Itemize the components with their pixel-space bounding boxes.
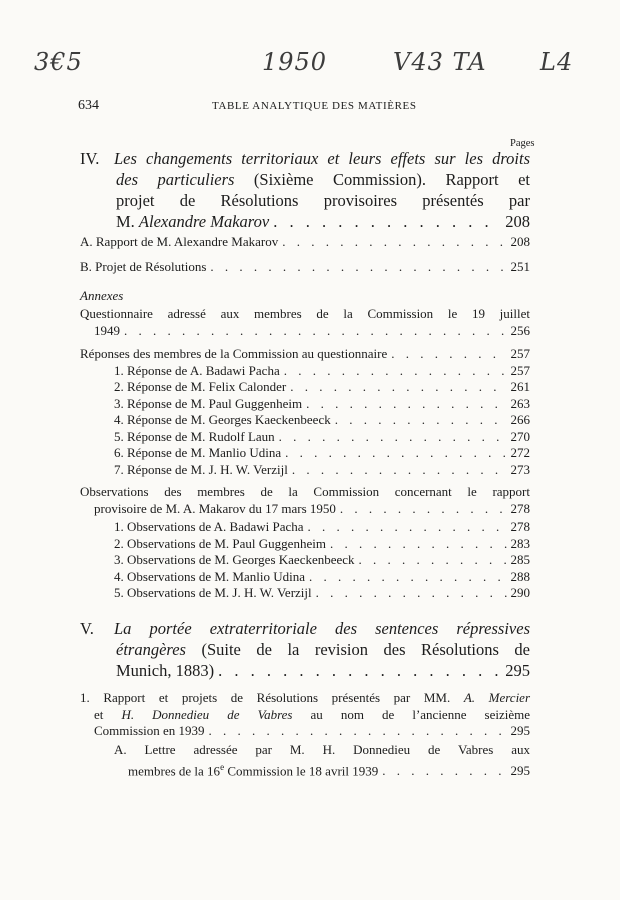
dot-leader bbox=[340, 501, 507, 518]
toc-entry: 3. Réponse de M. Paul Guggenheim . . . 263 bbox=[114, 396, 530, 413]
dot-leader bbox=[209, 723, 507, 740]
dot-leader bbox=[292, 462, 507, 479]
section-v-title-line2-rest: (Suite de la revision des Résolutions de bbox=[201, 640, 530, 659]
toc-entry: 6. Réponse de M. Manlio Udina . . . 272 bbox=[114, 445, 530, 462]
section-v-item-1: 1. Rapport et projets de Résolutions présentés par MM. A. Mercier et H. Donnedieu de Vabres au nom de l’ancienne seizième Commission en 1939 . . . 295 bbox=[80, 690, 530, 740]
section-iv-title-line2-rest: (Sixième Commission). Rapport et bbox=[253, 170, 530, 189]
handwritten-note-1: 3€5 bbox=[34, 48, 83, 76]
section-v-title-line3: Munich, 1883) bbox=[116, 661, 215, 680]
section-iv-line4-prefix: M. bbox=[116, 212, 135, 231]
toc-entry: 1. Réponse de A. Badawi Pacha . . . 257 bbox=[114, 363, 530, 380]
dot-leader bbox=[330, 536, 507, 553]
section-v-heading bbox=[80, 618, 530, 681]
toc-entry: 7. Réponse de M. J. H. W. Verzijl . . . 273 bbox=[114, 462, 530, 479]
toc-entry: B. Projet de Résolutions . . . 251 bbox=[80, 259, 530, 276]
toc-entry: A. Rapport de M. Alexandre Makarov . . . 208 bbox=[80, 234, 530, 251]
dot-leader bbox=[284, 363, 507, 380]
section-iv-page: 208 bbox=[505, 212, 530, 231]
dot-leader bbox=[306, 396, 506, 413]
dot-leader bbox=[282, 234, 506, 251]
dot-leader bbox=[391, 346, 506, 363]
section-v-page: 295 bbox=[505, 661, 530, 680]
section-iv-heading bbox=[80, 148, 530, 232]
dot-leader bbox=[309, 569, 506, 586]
pages-column-label: Pages bbox=[510, 138, 535, 149]
toc-entry: 5. Observations de M. J. H. W. Verzijl . . . 290 bbox=[114, 585, 530, 602]
annexes-label: Annexes bbox=[80, 288, 124, 303]
dot-leader bbox=[210, 259, 506, 276]
toc-entry: 4. Observations de M. Manlio Udina . . . 288 bbox=[114, 569, 530, 586]
toc-entry: 5. Réponse de M. Rudolf Laun . . . 270 bbox=[114, 429, 530, 446]
section-iv-title-line2-italic: des particuliers bbox=[116, 170, 235, 189]
section-iv-items bbox=[80, 234, 530, 275]
responses-heading: Réponses des membres de la Commission au questionnaire . . . 257 bbox=[80, 346, 530, 363]
running-title: TABLE ANALYTIQUE DES MATIÈRES bbox=[212, 100, 417, 112]
dot-leader bbox=[124, 323, 507, 340]
toc-entry: 2. Réponse de M. Felix Calonder . . . 261 bbox=[114, 379, 530, 396]
dot-leader bbox=[290, 379, 506, 396]
handwritten-note-4: L4 bbox=[540, 48, 574, 76]
section-iv-line4-author: Alexandre Makarov bbox=[138, 212, 270, 231]
dot-leader bbox=[308, 519, 507, 536]
section-v-title-line2-italic: étrangères bbox=[116, 640, 186, 659]
section-iv-numeral: IV. bbox=[80, 149, 100, 168]
section-iv-title-line1: Les changements territoriaux et leurs effets sur les droits bbox=[114, 149, 530, 168]
toc-entry: 1. Observations de A. Badawi Pacha . . . 278 bbox=[114, 519, 530, 536]
dot-leader bbox=[359, 552, 507, 569]
toc-entry: 4. Réponse de M. Georges Kaeckenbeeck . . . 266 bbox=[114, 412, 530, 429]
section-iv-title-line3: projet de Résolutions provisoires présentés par bbox=[116, 191, 530, 210]
dot-leader bbox=[382, 763, 506, 780]
section-v-item-a: A. Lettre adressée par M. H. Donnedieu de Vabres aux membres de la 16e Commission le 18 avril 1939 . . . 295 bbox=[80, 742, 530, 779]
dot-leader bbox=[316, 585, 507, 602]
observations-block: Observations des membres de la Commission concernant le rapport provisoire de M. A. Makarov du 17 mars 1950 . . . 278 1. Observations de A. Badawi Pacha . . . 278 2. Observations de M. Paul Guggenheim . . . 283 3. Observations de M. Georges Kaeckenbeeck . . . 285 4. Observations de M. Manlio Udina . . . 288 5. Observations de M. J. H. W. Verzijl . . . 290 bbox=[80, 484, 530, 602]
questionnaire-entry: Questionnaire adressé aux membres de la Commission le 19 juillet 1949 . . . 256 bbox=[80, 306, 530, 339]
section-v-numeral: V. bbox=[80, 619, 94, 638]
section-v-title-line1: La portée extraterritoriale des sentences répressives bbox=[114, 619, 530, 638]
dot-leader bbox=[285, 445, 506, 462]
handwritten-note-3: V43 TA bbox=[393, 48, 487, 76]
dot-leader bbox=[335, 412, 507, 429]
dot-leader bbox=[279, 429, 507, 446]
dot-leader bbox=[218, 660, 501, 681]
responses-block bbox=[80, 346, 530, 478]
toc-entry: 2. Observations de M. Paul Guggenheim . . . 283 bbox=[114, 536, 530, 553]
dot-leader bbox=[273, 211, 501, 232]
handwritten-note-2: 1950 bbox=[262, 48, 328, 76]
page-number: 634 bbox=[78, 98, 99, 113]
toc-entry: 3. Observations de M. Georges Kaeckenbeeck . . . 285 bbox=[114, 552, 530, 569]
